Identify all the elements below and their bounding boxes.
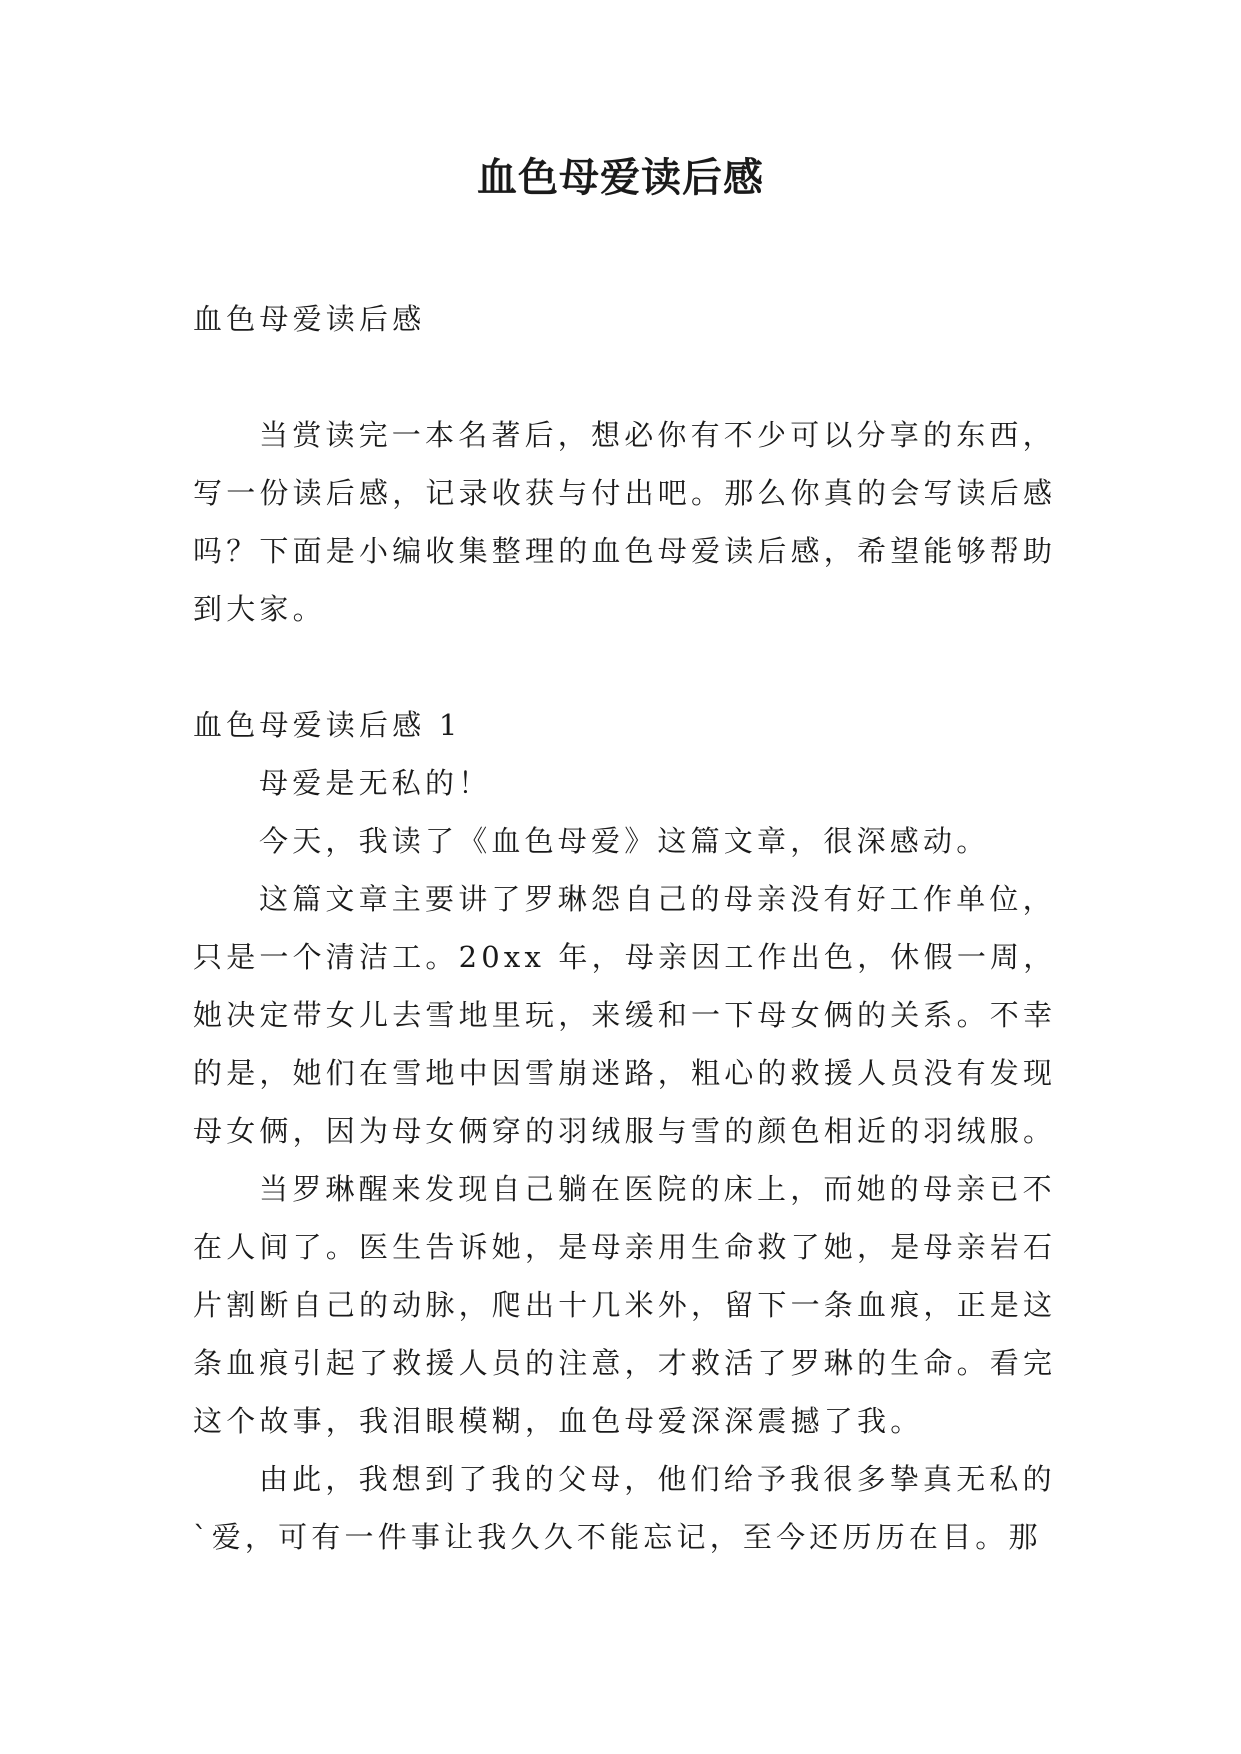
document-subtitle: 血色母爱读后感 [193,302,426,336]
intro-paragraph: 当赏读完一本名著后，想必你有不少可以分享的东西，写一份读后感，记录收获与付出吧。那么你真的会写读后感吗？下面是小编收集整理的血色母爱读后感，希望能够帮助到大家。 [193,418,1057,626]
paragraph: 这篇文章主要讲了罗琳怨自己的母亲没有好工作单位，只是一个清洁工。20xx 年，母亲因工作出色，休假一周，她决定带女儿去雪地里玩，来缓和一下母女俩的关系。不幸的是，她们在雪地中因雪崩迷路，粗心的救援人员没有发现母女俩，因为母女俩穿的羽绒服与雪的颜色相近的羽绒服。 [193,882,1057,1148]
paragraph: 由此，我想到了我的父母，他们给予我很多挚真无私的`爱，可有一件事让我久久不能忘记，至今还历历在目。那 [193,1462,1056,1554]
document-body [193,290,1073,1566]
document-title: 血色母爱读后感 [477,154,764,201]
section-heading: 血色母爱读后感 1 [193,708,462,742]
paragraph: 母爱是无私的！ [259,766,492,800]
paragraph: 当罗琳醒来发现自己躺在医院的床上，而她的母亲已不在人间了。医生告诉她，是母亲用生命救了她，是母亲岩石片割断自己的动脉，爬出十几米外，留下一条血痕，正是这条血痕引起了救援人员的注意，才救活了罗琳的生命。看完这个故事，我泪眼模糊，血色母爱深深震撼了我。 [193,1172,1057,1438]
paragraph: 今天，我读了《血色母爱》这篇文章，很深感动。 [259,824,990,858]
